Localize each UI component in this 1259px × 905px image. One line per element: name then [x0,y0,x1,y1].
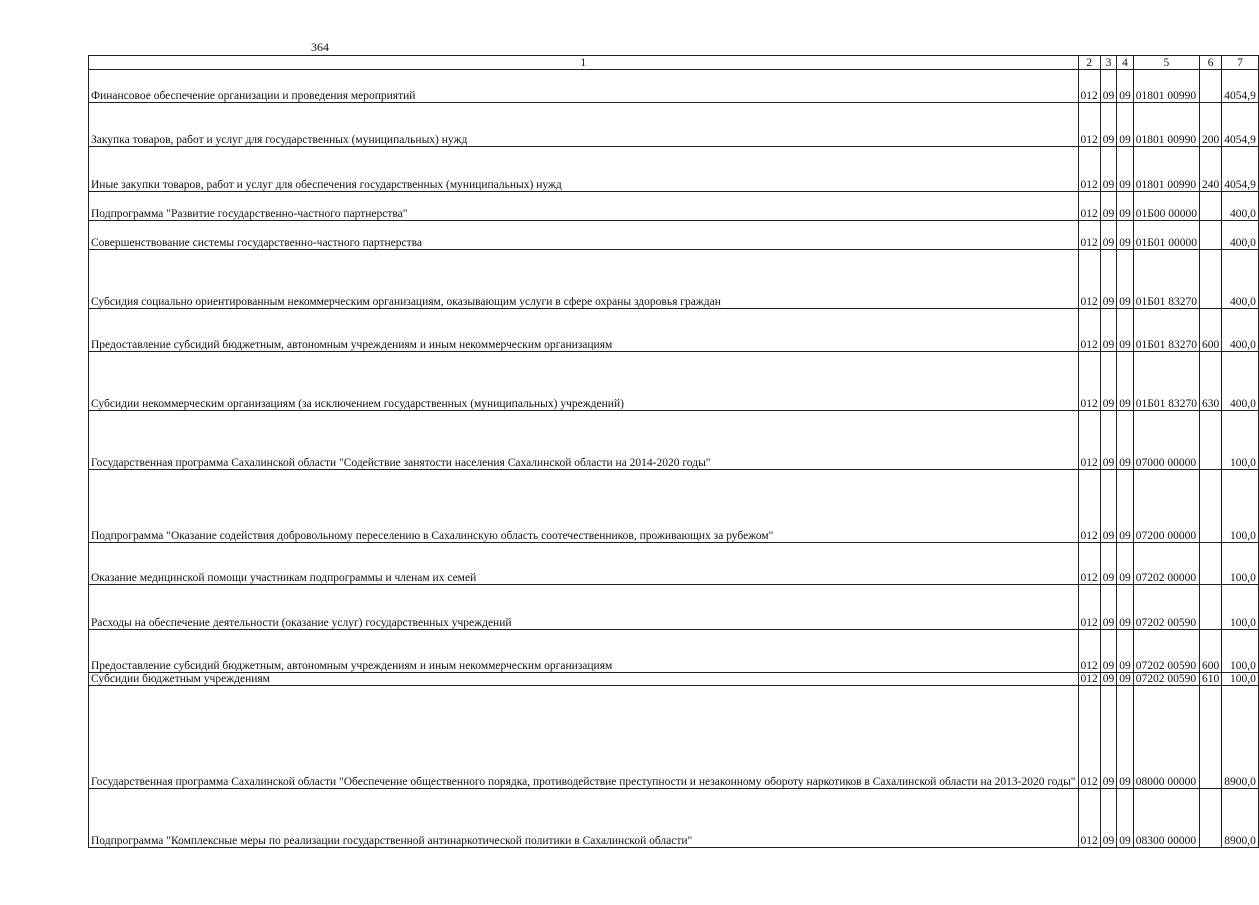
row-code-4: 09 [1117,470,1134,543]
row-code-5: 07200 00000 [1133,470,1199,543]
row-code-5: 07202 00590 [1133,673,1199,686]
row-amount: 4054,9 [1222,70,1259,103]
row-name: Иные закупки товаров, работ и услуг для обеспечения государственных (муниципальных) нужд [89,147,1079,192]
table-row [89,789,1259,848]
row-code-4: 09 [1117,103,1134,147]
row-code-5: 01Б01 83270 [1133,352,1199,411]
row-code-6 [1199,470,1221,543]
row-code-6 [1199,411,1221,470]
row-code-4: 09 [1117,70,1134,103]
header-col-1: 1 [89,56,1079,70]
row-code-6 [1199,192,1221,221]
row-amount: 4054,9 [1222,103,1259,147]
table-row [89,70,1259,103]
row-name: Предоставление субсидий бюджетным, автономным учреждениям и иным некоммерческим организациям [89,630,1079,673]
row-code-5: 07202 00590 [1133,630,1199,673]
row-amount: 100,0 [1222,585,1259,630]
row-code-6 [1199,686,1221,789]
row-name: Подпрограмма "Развитие государственно-частного партнерства" [89,192,1079,221]
row-name: Совершенствование системы государственно-частного партнерства [89,221,1079,250]
row-code-5: 01801 00990 [1133,147,1199,192]
row-name: Государственная программа Сахалинской области "Содействие занятости населения Сахалинской области на 2014-2020 годы" [89,411,1079,470]
row-code-3: 09 [1100,309,1117,352]
row-code-2: 012 [1078,221,1100,250]
row-code-5: 01Б01 83270 [1133,250,1199,309]
row-code-6: 240 [1199,147,1221,192]
row-code-3: 09 [1100,147,1117,192]
row-code-3: 09 [1100,411,1117,470]
table-row [89,352,1259,411]
row-amount: 400,0 [1222,192,1259,221]
row-code-3: 09 [1100,70,1117,103]
budget-table [88,55,1259,848]
row-code-5: 07000 00000 [1133,411,1199,470]
row-code-6: 600 [1199,309,1221,352]
row-code-5: 08300 00000 [1133,789,1199,848]
row-code-5: 01801 00990 [1133,70,1199,103]
row-code-6 [1199,789,1221,848]
table-row [89,543,1259,585]
row-code-2: 012 [1078,192,1100,221]
row-code-6: 610 [1199,673,1221,686]
table-row [89,411,1259,470]
table-row [89,147,1259,192]
row-name: Оказание медицинской помощи участникам подпрограммы и членам их семей [89,543,1079,585]
table-row [89,686,1259,789]
row-amount: 400,0 [1222,309,1259,352]
row-amount: 400,0 [1222,352,1259,411]
row-name: Субсидии бюджетным учреждениям [89,673,1079,686]
row-code-3: 09 [1100,352,1117,411]
row-code-4: 09 [1117,543,1134,585]
row-code-4: 09 [1117,309,1134,352]
row-code-4: 09 [1117,630,1134,673]
table-row [89,192,1259,221]
row-name: Государственная программа Сахалинской области "Обеспечение общественного порядка, противодействие преступности и незаконному обороту наркотиков в Сахалинской области на 2013-2020 годы" [89,686,1079,789]
table-row [89,103,1259,147]
row-amount: 100,0 [1222,673,1259,686]
row-code-6: 630 [1199,352,1221,411]
row-name: Финансовое обеспечение организации и проведения мероприятий [89,70,1079,103]
row-code-3: 09 [1100,630,1117,673]
row-code-3: 09 [1100,221,1117,250]
row-code-2: 012 [1078,70,1100,103]
table-row [89,673,1259,686]
row-name: Подпрограмма "Комплексные меры по реализации государственной антинаркотической политики в Сахалинской области" [89,789,1079,848]
row-code-6 [1199,250,1221,309]
row-code-2: 012 [1078,789,1100,848]
row-code-2: 012 [1078,630,1100,673]
row-code-5: 01801 00990 [1133,103,1199,147]
row-amount: 8900,0 [1222,789,1259,848]
row-name: Закупка товаров, работ и услуг для государственных (муниципальных) нужд [89,103,1079,147]
header-col-2: 2 [1078,56,1100,70]
row-code-6 [1199,221,1221,250]
row-amount: 100,0 [1222,543,1259,585]
row-code-3: 09 [1100,103,1117,147]
row-amount: 400,0 [1222,221,1259,250]
row-code-4: 09 [1117,673,1134,686]
row-code-4: 09 [1117,411,1134,470]
table-row [89,250,1259,309]
row-code-4: 09 [1117,147,1134,192]
row-amount: 400,0 [1222,250,1259,309]
row-code-2: 012 [1078,352,1100,411]
header-col-6: 6 [1199,56,1221,70]
row-code-3: 09 [1100,673,1117,686]
row-code-5: 07202 00000 [1133,543,1199,585]
row-code-4: 09 [1117,250,1134,309]
header-col-4: 4 [1117,56,1134,70]
page-number: 364 [311,40,329,54]
table-row [89,630,1259,673]
header-col-7: 7 [1222,56,1259,70]
row-code-2: 012 [1078,250,1100,309]
row-code-5: 07202 00590 [1133,585,1199,630]
row-code-6 [1199,70,1221,103]
row-code-4: 09 [1117,221,1134,250]
row-code-4: 09 [1117,585,1134,630]
table-row [89,221,1259,250]
row-code-3: 09 [1100,543,1117,585]
row-code-2: 012 [1078,585,1100,630]
row-code-3: 09 [1100,686,1117,789]
row-code-3: 09 [1100,585,1117,630]
row-code-4: 09 [1117,192,1134,221]
table-header-row [89,56,1259,70]
row-amount: 100,0 [1222,470,1259,543]
row-amount: 100,0 [1222,630,1259,673]
row-code-2: 012 [1078,309,1100,352]
row-code-2: 012 [1078,470,1100,543]
row-code-3: 09 [1100,250,1117,309]
row-code-6 [1199,585,1221,630]
header-col-5: 5 [1133,56,1199,70]
row-code-5: 01Б01 00000 [1133,221,1199,250]
row-code-3: 09 [1100,789,1117,848]
row-amount: 100,0 [1222,411,1259,470]
row-code-2: 012 [1078,543,1100,585]
table-row [89,470,1259,543]
row-name: Субсидия социально ориентированным некоммерческим организациям, оказывающим услуги в сфере охраны здоровья граждан [89,250,1079,309]
row-code-2: 012 [1078,103,1100,147]
row-name: Предоставление субсидий бюджетным, автономным учреждениям и иным некоммерческим организациям [89,309,1079,352]
row-code-5: 01Б01 83270 [1133,309,1199,352]
table-row [89,309,1259,352]
table-row [89,585,1259,630]
row-code-2: 012 [1078,147,1100,192]
row-code-4: 09 [1117,686,1134,789]
row-name: Расходы на обеспечение деятельности (оказание услуг) государственных учреждений [89,585,1079,630]
row-code-4: 09 [1117,352,1134,411]
row-code-2: 012 [1078,411,1100,470]
row-amount: 8900,0 [1222,686,1259,789]
row-code-2: 012 [1078,673,1100,686]
row-name: Субсидии некоммерческим организациям (за исключением государственных (муниципальных) учреждений) [89,352,1079,411]
row-name: Подпрограмма "Оказание содействия добровольному переселению в Сахалинскую область соотечественников, проживающих за рубежом" [89,470,1079,543]
row-code-6 [1199,543,1221,585]
row-amount: 4054,9 [1222,147,1259,192]
row-code-3: 09 [1100,470,1117,543]
row-code-4: 09 [1117,789,1134,848]
row-code-5: 08000 00000 [1133,686,1199,789]
row-code-6: 200 [1199,103,1221,147]
header-col-3: 3 [1100,56,1117,70]
row-code-3: 09 [1100,192,1117,221]
row-code-5: 01Б00 00000 [1133,192,1199,221]
row-code-6: 600 [1199,630,1221,673]
row-code-2: 012 [1078,686,1100,789]
